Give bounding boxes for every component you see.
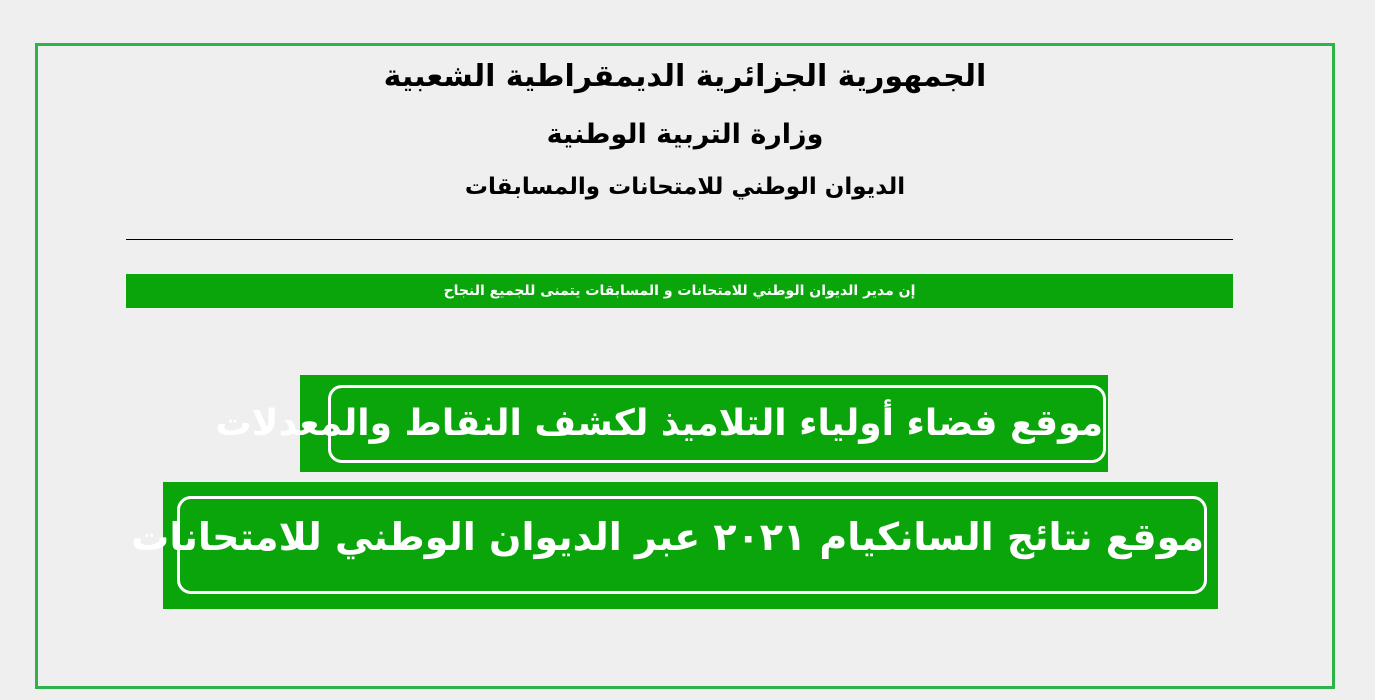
notice-banner: إن مدير الديوان الوطني للامتحانات و المسابقات يتمنى للجميع النجاح <box>126 274 1233 308</box>
office-title: الديوان الوطني للامتحانات والمسابقات <box>464 174 906 200</box>
ministry-title: وزارة التربية الوطنية <box>546 119 824 150</box>
results-site-link[interactable]: موقع نتائج السانكيام ٢٠٢١ عبر الديوان الوطني للامتحانات <box>177 496 1207 594</box>
country-title: الجمهورية الجزائرية الديمقراطية الشعبية <box>383 59 987 94</box>
header-divider <box>126 239 1233 240</box>
parents-space-link-box <box>215 375 1108 472</box>
parents-space-link[interactable]: موقع فضاء أولياء التلاميذ لكشف النقاط والمعدلات <box>328 385 1106 463</box>
results-site-link-box <box>131 482 1218 609</box>
page-frame <box>35 43 1335 689</box>
